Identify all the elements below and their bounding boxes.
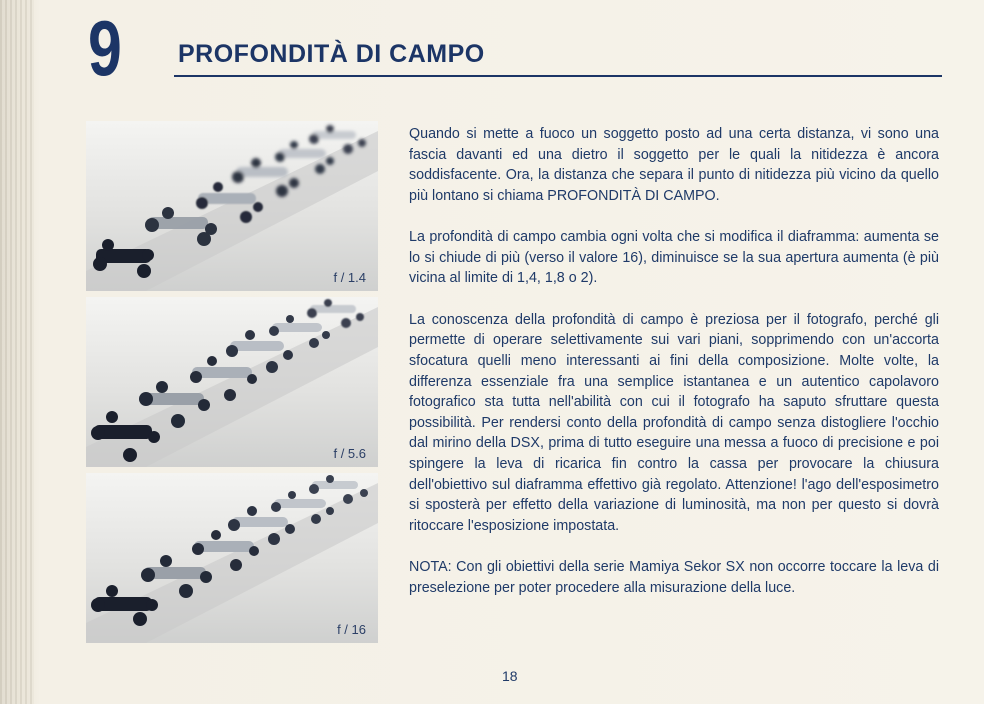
title-rule [174,75,942,77]
chapter-number: 9 [88,4,122,92]
paragraph-aperture: La profondità di campo cambia ogni volta che si modifica il diaframma: aumenta se lo si chiude di più (verso il valore 16), diminuisce se la sua apertura aumenta (è più vicina al limite di 1,4, 1,8 o 2). [409,229,939,287]
paragraph-note: NOTA: Con gli obiettivi della serie Mamiya Sekor SX non occorre toccare la leva di preselezione per poter procedere alla misurazione della luce. [409,559,939,596]
aperture-label: f / 1.4 [333,270,366,285]
race-cars-illustration [86,473,378,643]
race-cars-illustration [86,121,378,291]
race-cars-illustration [86,297,378,467]
page-number: 18 [502,668,518,684]
chapter-title: PROFONDITÀ DI CAMPO [178,40,485,68]
book-spine-edge [0,0,34,704]
aperture-label: f / 5.6 [333,446,366,461]
photo-f5-6 [86,297,378,467]
paragraph-usage: La conoscenza della profondità di campo è preziosa per il fotografo, perché gli permette di operare selettivamente sui vari piani, sopprimendo con un'accorta sfocatura quelli meno interessanti ai fini della composizione. Molte volte, la differenza essenziale fra una semplice istantanea e un autentico capolavoro fotografico sta tutta nell'abilità con cui il fotografo ha saputo sfruttare questa possibilità. Per rendersi conto della profondità di campo senza distogliere l'occhio dal mirino della DSX, prima di tutto eseguire una messa a fuoco di precisione e poi spingere la leva di ricarica fin contro la cassa per provocare la chiusura dell'obiettivo sul diaframma effettivo già regolato. Attenzione! l'ago dell'esposimetro si sposterà per effetto della variazione di luminosità, ma non per questo si dovrà ritoccare l'esposizione impostata. [409,311,939,534]
aperture-label: f / 16 [337,622,366,637]
photo-f1-4 [86,121,378,291]
photo-f16 [86,473,378,643]
paragraph-definition: Quando si mette a fuoco un soggetto posto ad una certa distanza, vi sono una fascia davanti ed una dietro il soggetto per le quali la nitidezza è ancora soddisfacente. Ora, la distanza che separa il punto di nitidezza più vicino da quello più lontano si chiama PROFONDITÀ DI CAMPO. [409,126,939,204]
body-text [409,124,939,598]
